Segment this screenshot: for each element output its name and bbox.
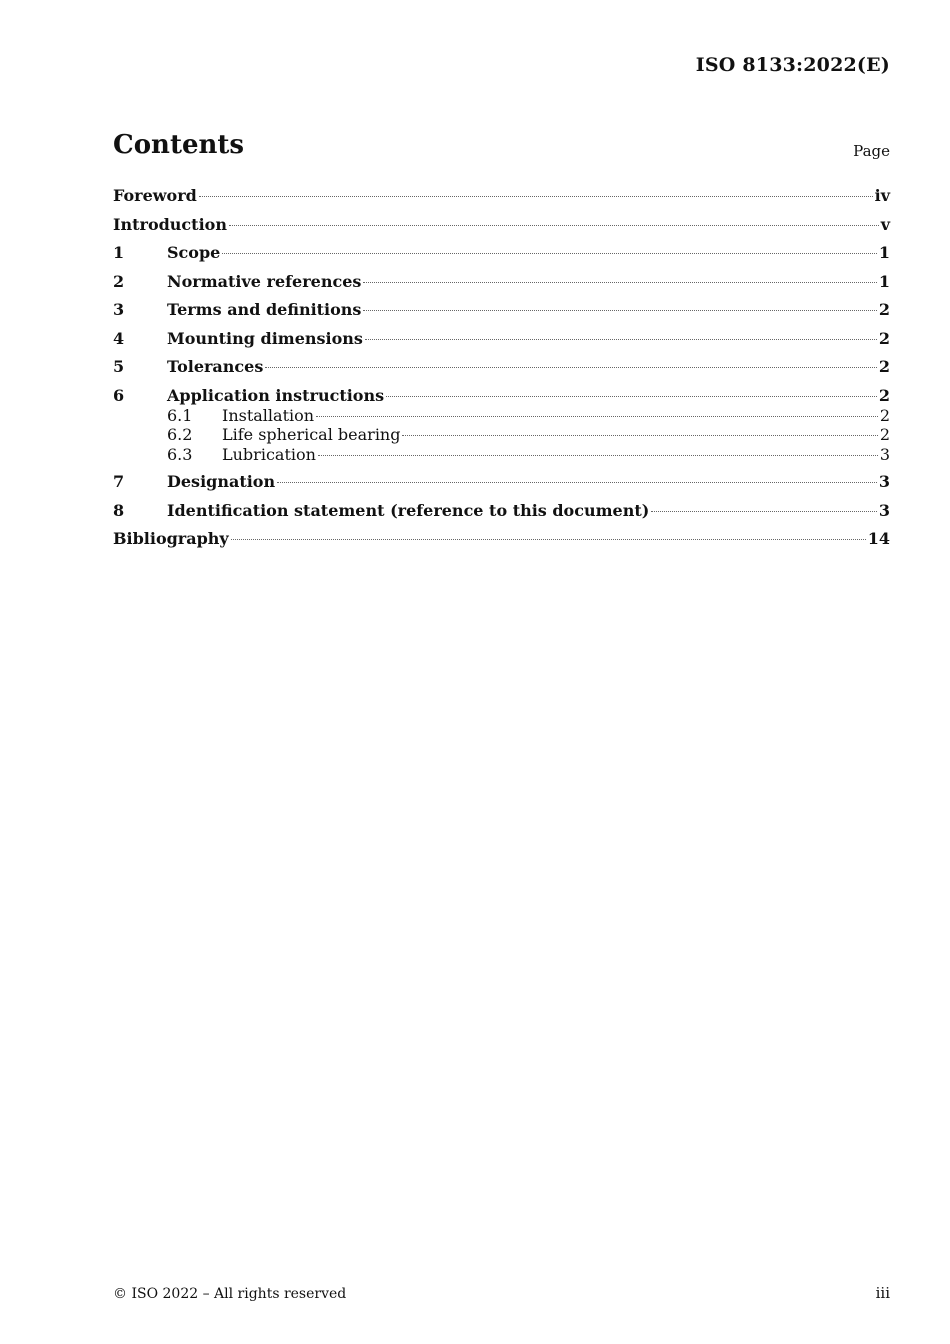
toc-entry-page: iv bbox=[874, 186, 890, 205]
toc-entry-page: 2 bbox=[878, 357, 890, 376]
toc-entry-page: 3 bbox=[878, 472, 890, 491]
page-column-label: Page bbox=[853, 142, 890, 160]
toc-entry-title: Terms and definitions bbox=[167, 300, 362, 319]
toc-entry-title: Designation bbox=[167, 472, 276, 491]
toc-entry-page: 2 bbox=[879, 405, 890, 425]
toc-dot-leader bbox=[199, 196, 873, 197]
toc-entry-page: 1 bbox=[878, 271, 890, 291]
toc-dot-leader bbox=[277, 482, 877, 483]
toc-entry-page: 3 bbox=[879, 444, 890, 464]
toc-dot-leader bbox=[265, 367, 877, 368]
toc-entry-designation[interactable] bbox=[113, 472, 890, 492]
toc-entry-title: Application instructions bbox=[167, 385, 385, 405]
toc-entry-number: 6.3 bbox=[167, 444, 193, 464]
toc-entry-title: Scope bbox=[167, 243, 221, 262]
toc-entry-introduction[interactable] bbox=[113, 215, 890, 235]
toc-entry-title: Identification statement (reference to this document) bbox=[167, 500, 650, 520]
toc-entry-scope[interactable] bbox=[113, 243, 890, 263]
toc-dot-leader bbox=[231, 539, 866, 540]
toc-entry-identification-statement[interactable] bbox=[113, 501, 890, 521]
toc-entry-title: Bibliography bbox=[113, 529, 229, 548]
toc-entry-title: Tolerances bbox=[167, 357, 264, 376]
toc-entry-lubrication[interactable] bbox=[113, 445, 890, 465]
toc-entry-number: 6 bbox=[113, 385, 125, 405]
toc-dot-leader bbox=[363, 310, 876, 311]
toc-entry-number: 6.2 bbox=[167, 425, 193, 444]
toc-entry-installation[interactable] bbox=[113, 406, 890, 426]
toc-entry-number: 6.1 bbox=[167, 405, 193, 425]
toc-dot-leader bbox=[651, 511, 877, 512]
toc-entry-number: 4 bbox=[113, 328, 125, 348]
toc-dot-leader bbox=[318, 455, 878, 456]
toc-entry-number: 8 bbox=[113, 500, 125, 520]
toc-entry-tolerances[interactable] bbox=[113, 357, 890, 377]
toc-entry-page: v bbox=[880, 214, 890, 234]
footer-page-number: iii bbox=[875, 1284, 890, 1302]
toc-entry-page: 14 bbox=[867, 529, 890, 548]
toc-entry-application-instructions[interactable] bbox=[113, 386, 890, 406]
toc-entry-title: Mounting dimensions bbox=[167, 328, 363, 348]
toc-entry-title: Installation bbox=[222, 405, 315, 425]
toc-entry-terms-and-definitions[interactable] bbox=[113, 300, 890, 320]
toc-entry-title: Foreword bbox=[113, 186, 197, 205]
toc-entry-bibliography[interactable] bbox=[113, 529, 890, 549]
toc-dot-leader bbox=[316, 416, 878, 417]
contents-title: Contents bbox=[113, 130, 245, 160]
toc-dot-leader bbox=[222, 253, 877, 254]
toc-entry-mounting-dimensions[interactable] bbox=[113, 329, 890, 349]
toc-entry-number: 5 bbox=[113, 357, 125, 376]
toc-dot-leader bbox=[363, 282, 876, 283]
toc-entry-page: 2 bbox=[878, 328, 890, 348]
toc-entry-number: 3 bbox=[113, 300, 125, 319]
toc-entry-life-spherical-bearing[interactable] bbox=[113, 425, 890, 445]
toc-entry-normative-references[interactable] bbox=[113, 272, 890, 292]
toc-entry-page: 2 bbox=[879, 425, 890, 444]
toc-dot-leader bbox=[402, 435, 877, 436]
toc-entry-number: 7 bbox=[113, 472, 125, 491]
toc-dot-leader bbox=[365, 339, 877, 340]
toc-entry-title: Normative references bbox=[167, 271, 362, 291]
toc-entry-title: Life spherical bearing bbox=[222, 425, 401, 444]
document-id: ISO 8133:2022(E) bbox=[695, 54, 890, 76]
toc-entry-page: 1 bbox=[878, 243, 890, 262]
toc-entry-page: 3 bbox=[878, 500, 890, 520]
toc-entry-page: 2 bbox=[878, 300, 890, 319]
footer-copyright: © ISO 2022 – All rights reserved bbox=[113, 1286, 347, 1302]
toc-entry-number: 1 bbox=[113, 243, 125, 262]
toc-dot-leader bbox=[229, 225, 879, 226]
toc-entry-title: Introduction bbox=[113, 214, 227, 234]
toc-entry-page: 2 bbox=[878, 385, 890, 405]
toc-entry-number: 2 bbox=[113, 271, 125, 291]
table-of-contents bbox=[113, 184, 890, 549]
toc-entry-foreword[interactable] bbox=[113, 186, 890, 206]
toc-entry-title: Lubrication bbox=[222, 444, 316, 464]
toc-dot-leader bbox=[386, 396, 877, 397]
